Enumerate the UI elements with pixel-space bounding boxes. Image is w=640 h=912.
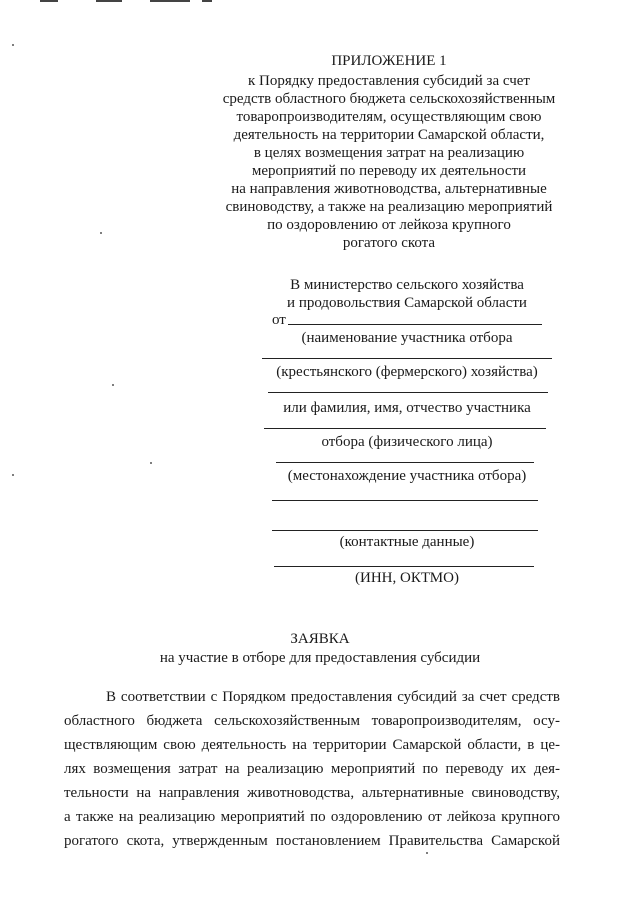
scan-speck	[12, 44, 14, 46]
from-label: от	[272, 312, 286, 328]
scan-mark	[40, 0, 58, 2]
application-subtitle: на участие в отборе для предоставления субсидии	[159, 650, 481, 666]
scan-speck	[100, 232, 102, 234]
appendix-line: товаропроизводителям, осуществляющим свою	[236, 109, 542, 125]
field-caption: (местонахождение участника отбора)	[287, 468, 527, 484]
field-underline	[274, 566, 534, 567]
body-line: рогатого скота, утвержденным постановлением Правительства Самарской	[64, 833, 560, 849]
body-line: тельности на направления животноводства, альтернативные свиноводству,	[64, 785, 560, 801]
body-line: а также на реализацию мероприятий по оздоровлению от лейкоза крупного	[64, 809, 560, 825]
field-caption: отбора (физического лица)	[321, 434, 493, 450]
addressee-line: и продовольствия Самарской области	[287, 295, 527, 311]
addressee-line: В министерство сельского хозяйства	[290, 277, 524, 293]
appendix-line: к Порядку предоставления субсидий за счет	[248, 73, 530, 89]
field-underline	[276, 462, 534, 463]
appendix-line: мероприятий по переводу их деятельности	[251, 163, 527, 179]
field-underline	[272, 530, 538, 531]
body-line: ществляющим свою деятельность на территории Самарской области, в це-	[64, 737, 560, 753]
field-underline	[262, 358, 552, 359]
appendix-line: на направления животноводства, альтернативные	[231, 181, 547, 197]
scan-speck	[150, 462, 152, 464]
field-underline	[264, 428, 546, 429]
body-line: В соответствии с Порядком предоставления субсидий за счет средств	[106, 689, 560, 705]
scan-mark	[96, 0, 122, 2]
body-line: лях возмещения затрат на реализацию мероприятий по переводу их дея-	[64, 761, 560, 777]
scan-speck	[426, 852, 428, 854]
scan-mark	[202, 0, 212, 2]
scan-speck	[112, 384, 114, 386]
appendix-line: свиноводству, а также на реализацию мероприятий	[225, 199, 553, 215]
field-caption: (наименование участника отбора	[301, 330, 513, 346]
field-underline	[268, 392, 548, 393]
field-underline	[272, 500, 538, 501]
field-caption: (ИНН, ОКТМО)	[355, 570, 459, 586]
field-caption: или фамилия, имя, отчество участника	[283, 400, 531, 416]
field-caption: (крестьянского (фермерского) хозяйства)	[276, 364, 538, 380]
appendix-line: по оздоровлению от лейкоза крупного	[267, 217, 511, 233]
field-caption: (контактные данные)	[339, 534, 475, 550]
appendix-line: рогатого скота	[342, 235, 436, 251]
from-underline	[288, 324, 542, 325]
appendix-line: в целях возмещения затрат на реализацию	[253, 145, 525, 161]
application-title: ЗАЯВКА	[290, 631, 350, 647]
scan-mark	[150, 0, 190, 2]
appendix-title: ПРИЛОЖЕНИЕ 1	[331, 53, 447, 69]
appendix-line: средств областного бюджета сельскохозяйственным	[222, 91, 556, 107]
scan-speck	[12, 474, 14, 476]
body-line: областного бюджета сельскохозяйственным товаропроизводителям, осу-	[64, 713, 560, 729]
appendix-line: деятельность на территории Самарской области,	[233, 127, 545, 143]
